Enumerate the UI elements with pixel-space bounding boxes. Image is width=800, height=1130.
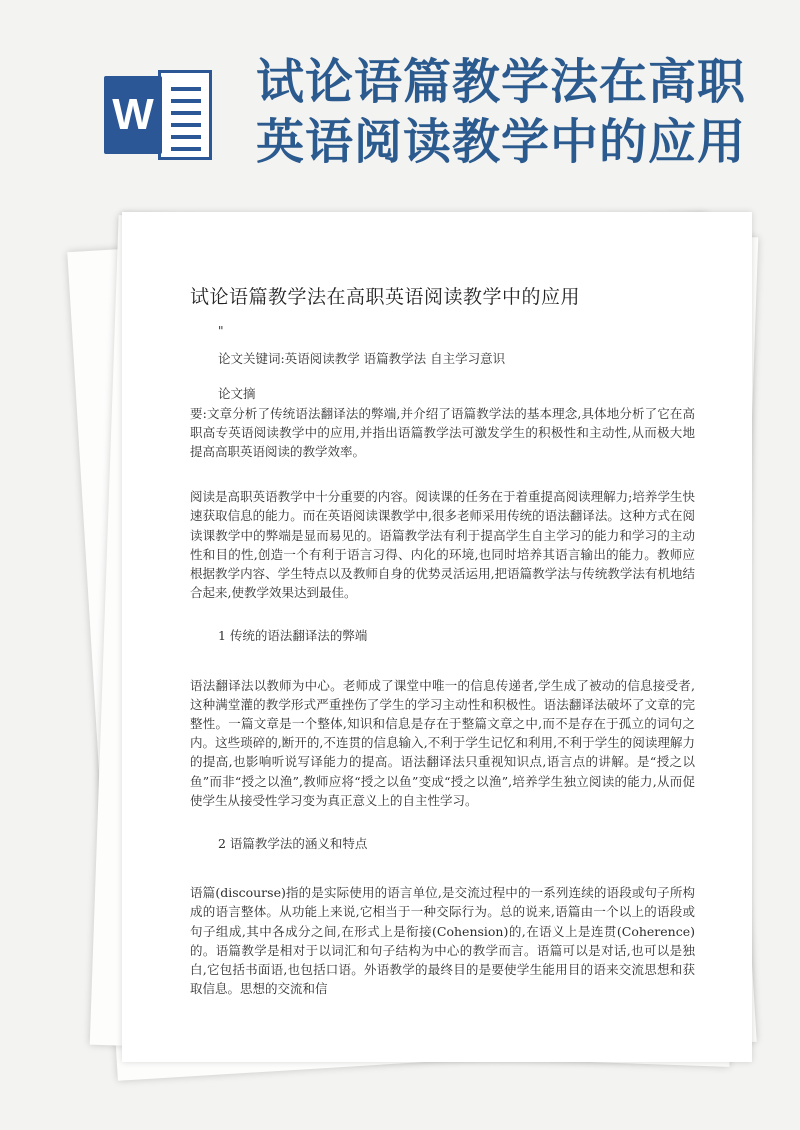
- abstract-label: 论文摘: [218, 386, 256, 402]
- abstract-paragraph: 要:文章分析了传统语法翻译法的弊端,并介绍了语篇教学法的基本理念,具体地分析了它在高职高专英语阅读教学中的应用,并指出语篇教学法可激发学生的积极性和主动性,从而极大地提高高职英语阅读的教学效率。: [190, 405, 695, 460]
- keywords-line: 论文关键词:英语阅读教学 语篇教学法 自主学习意识: [218, 351, 506, 367]
- document-content: [190, 284, 695, 1022]
- banner-title-line2: 英语阅读教学中的应用: [256, 114, 747, 170]
- banner-title-line1: 试论语篇教学法在高职: [256, 54, 747, 110]
- word-icon-page: [158, 70, 212, 160]
- section2-paragraph: 语篇(discourse)指的是实际使用的语言单位,是交流过程中的一系列连续的语段或句子所构成的语言整体。从功能上来说,它相当于一种交际行为。总的说来,语篇由一个以上的语段或句子组成,其中各成分之间,在形式上是衔接(Cohension)的,在语义上是连贯(Coherence)的。语篇教学是相对于以词汇和句子结构为中心的教学而言。语篇可以是对话,也可以是独白,它包括书面语,也包括口语。外语教学的最终目的是要使学生能用目的语来交流思想和获取信息。思想的交流和信: [190, 885, 695, 997]
- section1-paragraph: 语法翻译法以教师为中心。老师成了课堂中唯一的信息传递者,学生成了被动的信息接受者,这种满堂灌的教学形式严重挫伤了学生的学习主动性和积极性。语法翻译法破坏了文章的完整性。一篇文章是一个整体,知识和信息是存在于整篇文章之中,而不是存在于孤立的词句之内。这些琐碎的,断开的,不连贯的信息输入,不利于学生记忆和利用,不利于学生的阅读理解力的提高,也影响听说写译能力的提高。语法翻译法只重视知识点,语言点的讲解。是“授之以鱼”而非“授之以渔”,教师应将“授之以鱼”变成“授之以渔”,培养学生独立阅读的能力,从而促使学生从接受性学习变为真正意义上的自主性学习。: [190, 677, 695, 808]
- document-page: [122, 212, 752, 1062]
- paper-title: 试论语篇教学法在高职英语阅读教学中的应用: [190, 286, 581, 308]
- banner-header: [0, 0, 800, 200]
- word-icon-letter: W: [104, 76, 162, 154]
- word-document-icon: [104, 70, 224, 162]
- quote-mark: ": [218, 324, 224, 338]
- section-heading-2: 2 语篇教学法的涵义和特点: [218, 836, 368, 852]
- intro-paragraph: 阅读是高职英语教学中十分重要的内容。阅读课的任务在于着重提高阅读理解力;培养学生快速获取信息的能力。而在英语阅读课教学中,很多老师采用传统的语法翻译法。这种方式在阅读课教学中的弊端是显而易见的。语篇教学法有利于提高学生自主学习的能力和学习的主动性和目的性,创造一个有利于语言习得、内化的环境,也同时培养其语言输出的能力。教师应根据教学内容、学生特点以及教师自身的优势灵活运用,把语篇教学法与传统教学法有机地结合起来,使教学效果达到最佳。: [190, 489, 695, 601]
- banner-title: [256, 52, 776, 172]
- section-heading-1: 1 传统的语法翻译法的弊端: [218, 628, 368, 644]
